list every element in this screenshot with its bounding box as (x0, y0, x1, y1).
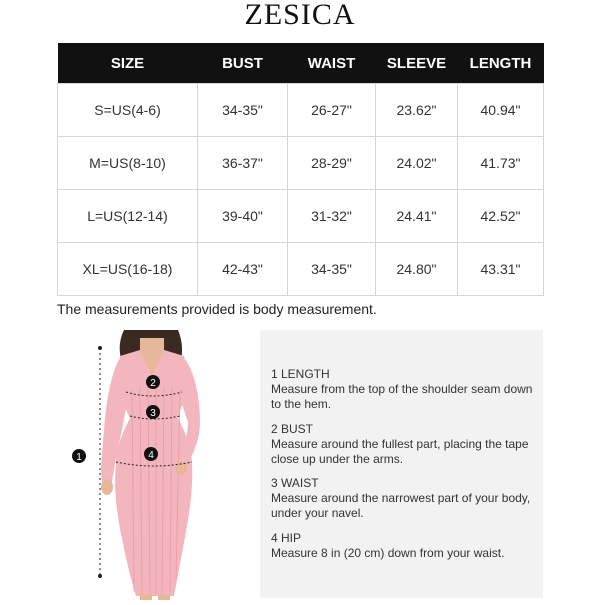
guide-title: 2 BUST (271, 422, 314, 436)
cell-bust: 34-35" (198, 84, 288, 137)
cell-length: 43.31" (458, 243, 544, 296)
cell-sleeve: 23.62" (376, 84, 458, 137)
table-row (58, 84, 544, 137)
model-figure (60, 330, 250, 600)
table-row (58, 243, 544, 296)
brand-logo: ZESICA (244, 0, 356, 31)
cell-bust: 36-37" (198, 137, 288, 190)
right-leg-shape (158, 594, 170, 600)
guide-title: 4 HIP (271, 531, 302, 545)
guide-description: Measure around the fullest part, placing the tape close up under the arms. (271, 437, 529, 466)
table-row (58, 190, 544, 243)
guide-item-length (271, 367, 533, 412)
marker-hip-label: 4 (148, 450, 154, 461)
cell-waist: 34-35" (288, 243, 376, 296)
header-length: LENGTH (458, 43, 544, 84)
table-header-row (58, 43, 544, 84)
cell-sleeve: 24.41" (376, 190, 458, 243)
guide-item-bust (271, 422, 533, 467)
marker-hip (144, 447, 158, 461)
size-chart-table (57, 43, 544, 296)
guide-item-hip (271, 531, 533, 561)
cell-length: 41.73" (458, 137, 544, 190)
left-hand-shape (101, 479, 113, 495)
guide-title: 3 WAIST (271, 476, 319, 490)
dress-illustration (60, 330, 250, 600)
header-waist: WAIST (288, 43, 376, 84)
header-sleeve: SLEEVE (376, 43, 458, 84)
length-top-dot (98, 346, 102, 350)
cell-size: XL=US(16-18) (58, 243, 198, 296)
cell-sleeve: 24.80" (376, 243, 458, 296)
marker-waist (146, 405, 160, 419)
cell-length: 40.94" (458, 84, 544, 137)
guide-item-waist (271, 476, 533, 521)
cell-size: L=US(12-14) (58, 190, 198, 243)
guide-title: 1 LENGTH (271, 367, 330, 381)
header-bust: BUST (198, 43, 288, 84)
guide-description: Measure from the top of the shoulder seam down to the hem. (271, 382, 533, 411)
cell-waist: 26-27" (288, 84, 376, 137)
marker-waist-label: 3 (150, 408, 156, 419)
cell-size: M=US(8-10) (58, 137, 198, 190)
marker-length-label: 1 (76, 452, 82, 463)
marker-length (72, 449, 86, 463)
marker-bust-label: 2 (150, 378, 156, 389)
marker-bust (146, 375, 160, 389)
cell-bust: 42-43" (198, 243, 288, 296)
cell-sleeve: 24.02" (376, 137, 458, 190)
measurement-guide-panel (260, 330, 543, 598)
cell-waist: 28-29" (288, 137, 376, 190)
cell-size: S=US(4-6) (58, 84, 198, 137)
table-row (58, 137, 544, 190)
header-size: SIZE (58, 43, 198, 84)
cell-waist: 31-32" (288, 190, 376, 243)
guide-description: Measure around the narrowest part of your body, under your navel. (271, 491, 531, 520)
cell-bust: 39-40" (198, 190, 288, 243)
guide-description: Measure 8 in (20 cm) down from your waist. (271, 546, 505, 560)
length-bottom-dot (98, 574, 102, 578)
measurement-note: The measurements provided is body measurement. (57, 301, 377, 317)
left-leg-shape (140, 594, 152, 600)
cell-length: 42.52" (458, 190, 544, 243)
